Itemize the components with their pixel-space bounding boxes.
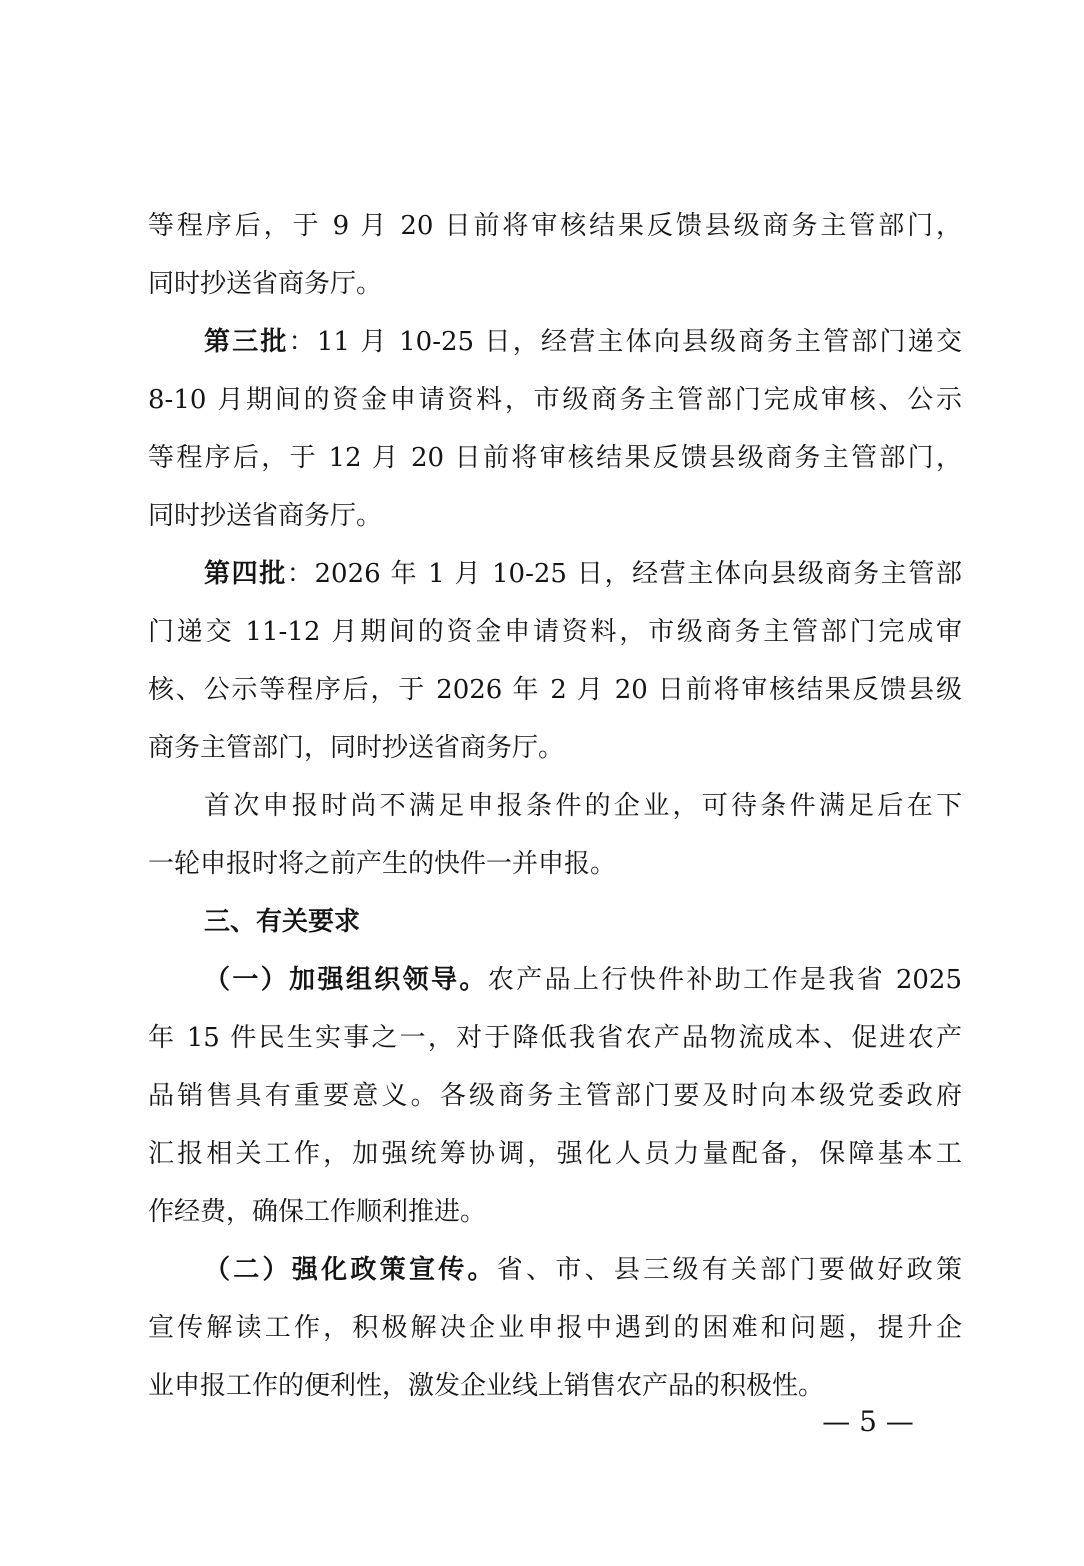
text-line: 宣传解读工作，积极解决企业申报中遇到的困难和问题，提升企 <box>148 1313 962 1343</box>
text-line: 门递交 11-12 月期间的资金申请资料，市级商务主管部门完成审 <box>148 617 962 647</box>
text-line: 品销售具有重要意义。各级商务主管部门要及时向本级党委政府 <box>148 1081 962 1111</box>
batch-3-line: 第三批：11 月 10-25 日，经营主体向县级商务主管部门递交 <box>204 327 962 357</box>
batch-4-line: 第四批：2026 年 1 月 10-25 日，经营主体向县级商务主管部 <box>204 559 962 589</box>
subsection-1-title: （一）加强组织领导。 <box>204 965 488 995</box>
text-line: 核、公示等程序后，于 2026 年 2 月 20 日前将审核结果反馈县级 <box>148 675 962 705</box>
text-line: 等程序后，于 9 月 20 日前将审核结果反馈县级商务主管部门， <box>148 211 962 241</box>
section-heading: 三、有关要求 <box>204 907 361 937</box>
text-line: 汇报相关工作，加强统筹协调，强化人员力量配备，保障基本工 <box>148 1139 962 1169</box>
text-line: 一轮申报时将之前产生的快件一并申报。 <box>148 849 617 879</box>
text-line: 作经费，确保工作顺利推进。 <box>148 1197 487 1227</box>
text-line: 首次申报时尚不满足申报条件的企业，可待条件满足后在下 <box>204 791 962 821</box>
text-line: 业申报工作的便利性，激发企业线上销售农产品的积极性。 <box>148 1371 825 1401</box>
subsection-2-line: （二）强化政策宣传。省、市、县三级有关部门要做好政策 <box>204 1255 962 1285</box>
text-line: 年 15 件民生实事之一，对于降低我省农产品物流成本、促进农产 <box>148 1023 962 1053</box>
batch-4-label: 第四批 <box>204 559 287 589</box>
text-line: 等程序后，于 12 月 20 日前将审核结果反馈县级商务主管部门， <box>148 443 962 473</box>
page-number: — 5 — <box>822 1405 914 1438</box>
subsection-1-line: （一）加强组织领导。农产品上行快件补助工作是我省 2025 <box>204 965 962 995</box>
text-line: 商务主管部门，同时抄送省商务厅。 <box>148 733 565 763</box>
text-line: 同时抄送省商务厅。 <box>148 269 383 299</box>
text-line: 8-10 月期间的资金申请资料，市级商务主管部门完成审核、公示 <box>148 385 962 415</box>
text-line: 同时抄送省商务厅。 <box>148 501 383 531</box>
batch-3-label: 第三批 <box>204 327 289 357</box>
subsection-2-title: （二）强化政策宣传。 <box>204 1255 497 1285</box>
